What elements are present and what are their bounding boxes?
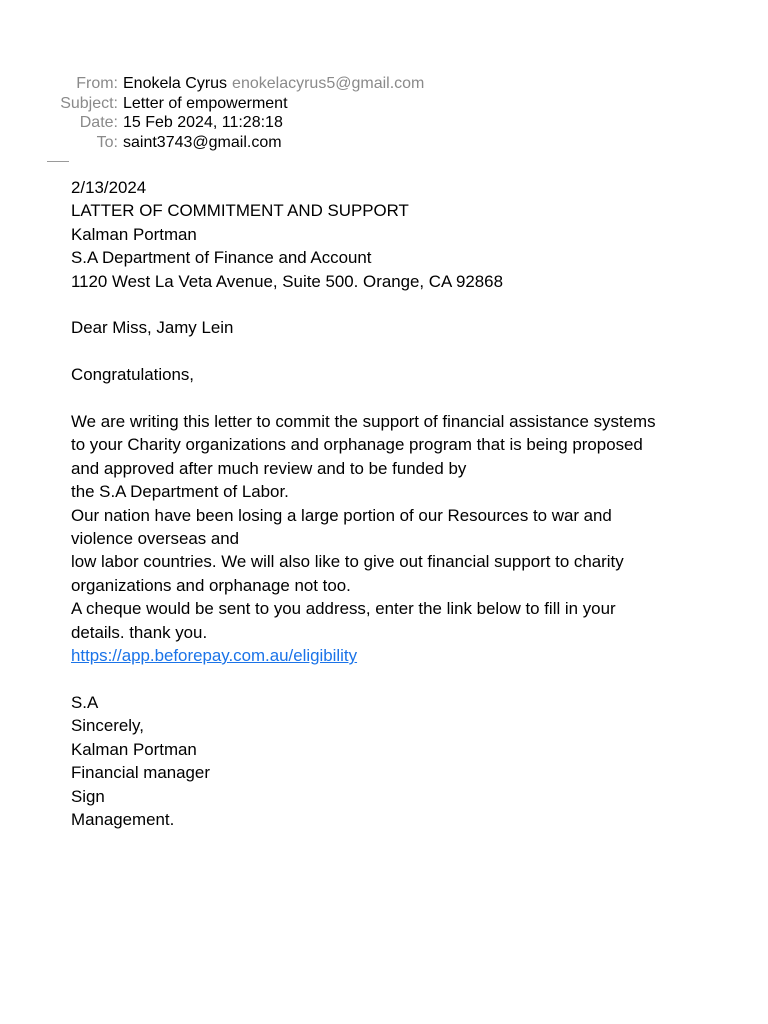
subject-label: Subject: xyxy=(60,94,118,112)
signer-name: Kalman Portman xyxy=(71,739,197,759)
from-label: From: xyxy=(76,75,118,92)
letter-department: S.A Department of Finance and Account xyxy=(71,248,372,268)
recipient-email[interactable]: saint3743@gmail.com xyxy=(123,134,282,152)
paragraph-line: We are writing this letter to commit the support of financial assistance systems xyxy=(71,412,656,432)
letter-greeting: Congratulations, xyxy=(71,365,195,385)
to-row xyxy=(0,133,768,153)
letter-date: 2/13/2024 xyxy=(71,178,147,197)
letter-body xyxy=(71,176,711,831)
paragraph-line: the S.A Department of Labor. xyxy=(71,482,289,502)
spacer xyxy=(71,340,711,363)
paragraph-line: and approved after much review and to be funded by xyxy=(71,458,467,478)
from-row xyxy=(0,74,768,94)
paragraph-line: details. thank you. xyxy=(71,622,208,642)
paragraph-line: low labor countries. We will also like to give out financial support to charity xyxy=(71,552,624,572)
spacer xyxy=(71,293,711,316)
header-divider xyxy=(47,161,69,162)
sign-text: Sign xyxy=(71,786,105,806)
date-text: 15 Feb 2024, 11:28:18 xyxy=(123,114,283,132)
sender-email[interactable]: enokelacyrus5@gmail.com xyxy=(232,75,425,92)
letter-address: 1120 West La Veta Avenue, Suite 500. Orange, CA 92868 xyxy=(71,271,503,291)
subject-text: Letter of empowerment xyxy=(123,94,288,112)
management-text: Management. xyxy=(71,809,175,829)
letter-sender-name: Kalman Portman xyxy=(71,224,197,244)
to-label: To: xyxy=(96,134,118,152)
eligibility-link[interactable]: https://app.beforepay.com.au/eligibility xyxy=(71,646,358,666)
sign-initials: S.A xyxy=(71,692,99,712)
paragraph-line: to your Charity organizations and orphanage program that is being proposed xyxy=(71,435,643,455)
paragraph-line: A cheque would be sent to you address, enter the link below to fill in your xyxy=(71,599,616,619)
letter-salutation: Dear Miss, Jamy Lein xyxy=(71,318,234,338)
link-row xyxy=(71,644,711,667)
spacer xyxy=(71,387,711,410)
signer-title: Financial manager xyxy=(71,763,210,783)
sender-name[interactable]: Enokela Cyrus xyxy=(123,75,228,92)
date-row xyxy=(0,113,768,133)
letter-closing: Sincerely, xyxy=(71,716,144,736)
paragraph-line: Our nation have been losing a large portion of our Resources to war and xyxy=(71,505,612,525)
spacer xyxy=(71,667,711,690)
email-header xyxy=(0,74,768,153)
paragraph-line: violence overseas and xyxy=(71,529,240,549)
paragraph-line: organizations and orphanage not too. xyxy=(71,575,351,595)
date-label: Date: xyxy=(79,114,118,132)
subject-row xyxy=(0,94,768,114)
letter-heading: LATTER OF COMMITMENT AND SUPPORT xyxy=(71,201,409,221)
